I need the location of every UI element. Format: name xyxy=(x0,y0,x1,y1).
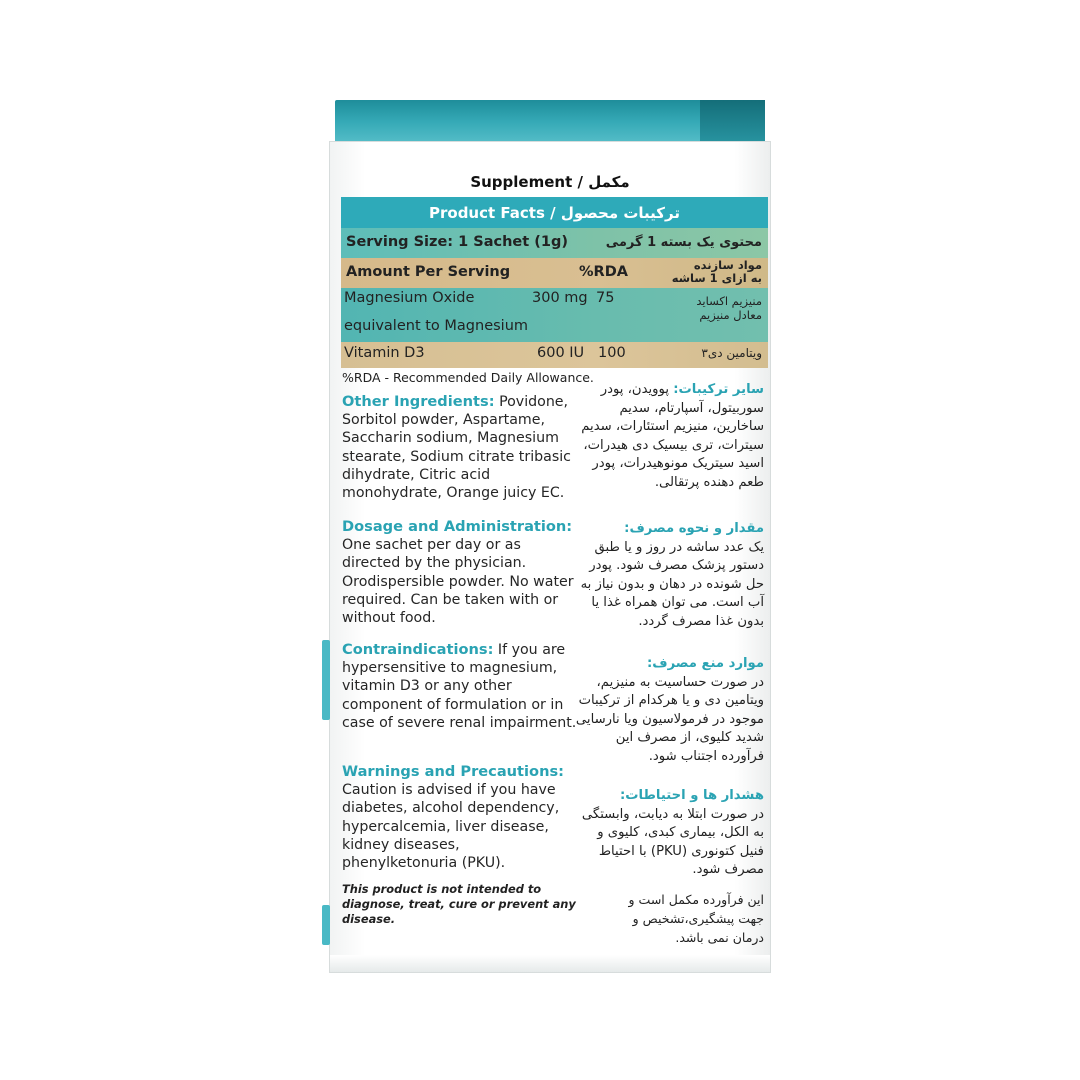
contraindications-fa-title: موارد منع مصرف: xyxy=(646,656,764,671)
serving-size-fa: محتوی یک بسته 1 گرمی xyxy=(605,235,762,250)
magnesium-name-line1: Magnesium Oxide xyxy=(344,290,475,306)
amount-per-serving-row xyxy=(341,258,768,288)
contraindications-fa xyxy=(572,655,764,766)
amount-per-serving-fa: مواد سازنده به ازای 1 ساشه xyxy=(671,258,762,285)
rda-column-label: %RDA xyxy=(579,264,628,280)
dosage-fa-title: مقدار و نحوه مصرف: xyxy=(624,521,764,536)
vitamin-d3-row xyxy=(341,342,768,368)
product-facts-header: Product Facts / ترکیبات محصول xyxy=(341,197,768,228)
magnesium-rda: 75 xyxy=(596,290,615,306)
vitamin-d3-name: Vitamin D3 xyxy=(344,345,425,361)
vitamin-d3-rda: 100 xyxy=(598,345,626,361)
other-ingredients-fa-title: سایر ترکیبات: xyxy=(673,382,764,397)
dosage-en xyxy=(342,518,578,627)
box-top-corner xyxy=(700,100,765,148)
serving-size-en: Serving Size: 1 Sachet (1g) xyxy=(346,234,568,250)
dosage-fa-text: یک عدد ساشه در روز و یا طبق دستور پزشک مصرف شود. پودر حل شونده در دهان و بدون نیاز به آب است. می توان همراه غذا یا بدون غذا مصرف گردد. xyxy=(580,539,764,629)
warnings-fa xyxy=(572,787,764,880)
other-ingredients-fa xyxy=(572,381,764,492)
serving-size-row xyxy=(341,228,768,258)
vitamin-d3-amount: 600 IU xyxy=(537,345,585,361)
contraindications-en xyxy=(342,641,578,732)
disclaimer-en: This product is not intended to diagnose, treat, cure or prevent any disease. xyxy=(342,882,576,926)
amount-per-serving-label: Amount Per Serving xyxy=(346,264,511,280)
warnings-text: Caution is advised if you have diabetes, alcohol dependency, hypercalcemia, liver disease, kidney diseases, phenylketonuria (PKU). xyxy=(342,782,560,872)
vitamin-d3-fa: ویتامین دی۳ xyxy=(701,346,762,360)
magnesium-name-line2: equivalent to Magnesium xyxy=(344,318,529,334)
dosage-fa xyxy=(572,520,764,631)
magnesium-fa: منیزیم اکساید معادل منیزیم xyxy=(696,294,762,322)
magnesium-row xyxy=(341,288,768,342)
rda-footnote: %RDA - Recommended Daily Allowance. xyxy=(342,370,594,385)
other-ingredients-fa-text: پوویدن، پودر سوربیتول، آسپارتام، سدیم ساخارین، منیزیم استئارات، سدیم سیترات، تری بیسیک دی هیدرات، اسید سیتریک مونوهیدرات، پودر طعم دهنده پرتقالی. xyxy=(581,382,764,490)
other-ingredients-title: Other Ingredients: xyxy=(342,393,495,410)
dosage-title: Dosage and Administration: xyxy=(342,518,573,535)
contraindications-text: If you are hypersensitive to magnesium, vitamin D3 or any other component of formulation or in case of severe renal impairment. xyxy=(342,642,577,731)
supplement-title: Supplement / مکمل xyxy=(470,173,630,191)
warnings-title: Warnings and Precautions: xyxy=(342,763,564,780)
other-ingredients-text: Povidone, Sorbitol powder, Aspartame, Saccharin sodium, Magnesium stearate, Sodium citrate tribasic dihydrate, Citric acid monohydrate, Orange juicy EC. xyxy=(342,394,571,502)
other-ingredients-en xyxy=(342,393,578,502)
contraindications-fa-text: در صورت حساسیت به منیزیم، ویتامین دی و یا هرکدام از ترکیبات موجود در فرمولاسیون ویا نارسایی شدید کلیوی، از مصرف این فرآورده اجتناب شود. xyxy=(575,674,764,764)
magnesium-amount: 300 mg xyxy=(532,290,588,306)
contraindications-title: Contraindications: xyxy=(342,641,494,658)
disclaimer-fa: این فرآورده مکمل است و جهت پیشگیری،تشخیص و درمان نمی باشد. xyxy=(628,892,764,945)
warnings-en xyxy=(342,763,578,872)
left-accent-stripe xyxy=(322,640,330,720)
left-accent-stripe-lower xyxy=(322,905,330,945)
box-bottom-edge xyxy=(330,955,770,972)
warnings-fa-title: هشدار ها و احتیاطات: xyxy=(619,788,764,803)
warnings-fa-text: در صورت ابتلا به دیابت، وابستگی به الکل، بیماری کبدی، کلیوی و فنیل کتونوری (PKU) با احتیاط مصرف شود. xyxy=(581,806,764,877)
dosage-text: One sachet per day or as directed by the physician. Orodispersible powder. No water required. Can be taken with or without food. xyxy=(342,537,574,627)
